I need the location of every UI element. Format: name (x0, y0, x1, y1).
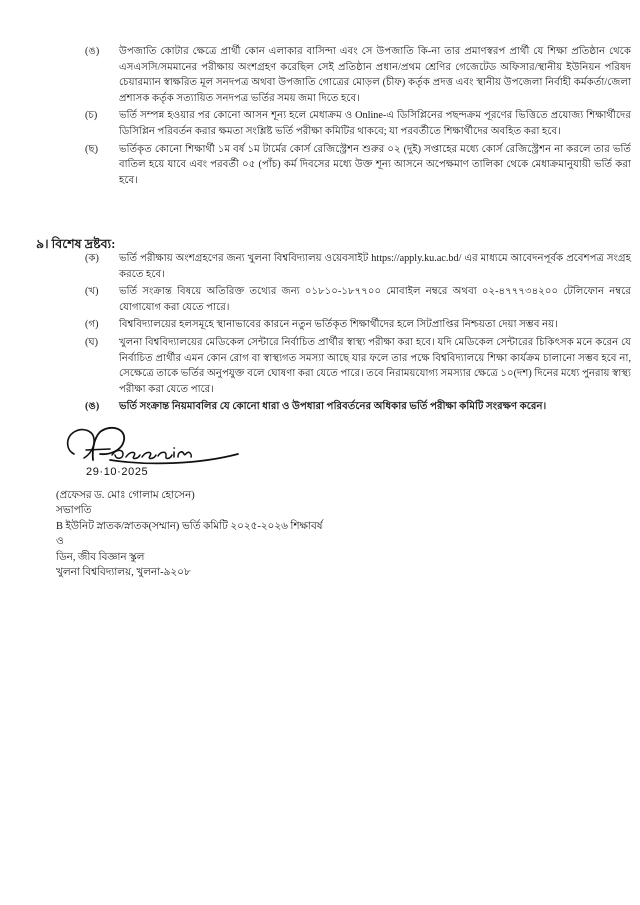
section-number: ৯। (36, 237, 49, 251)
clause-text: ভর্তিকৃত কোনো শিক্ষার্থী ১ম বর্ষ ১ম টার্মের কোর্স রেজিস্ট্রেশন শুরুর ০২ (দুই) সপ্তাহের মধ্যে কোর্স রেজিস্ট্রেশন না করলে তার ভর্তি বাতিল হয়ে যাবে এবং পরবর্তী ০৫ (পাঁচ) কর্ম দিবসের মধ্যে উক্ত শূন্য আসনে অপেক্ষমাণ তালিকা থেকে মেধাক্রমানুযায়ী ভর্তি করা হবে। (119, 143, 631, 186)
section-title: বিশেষ দ্রষ্টব্য: (51, 237, 116, 251)
note-label: (ক) (85, 253, 99, 264)
clause-item (85, 108, 633, 139)
signatory-role: ডিন, জীব বিজ্ঞান স্কুল (56, 551, 145, 563)
handwritten-signature-icon (60, 424, 290, 470)
signature-area (60, 424, 440, 478)
note-item (85, 284, 633, 315)
note-item (85, 399, 633, 415)
signatory-designation: সভাপতি (56, 505, 92, 517)
note-text: বিশ্ববিদ্যালয়ের হলসমূহে স্থানাভাবের কারনে নতুন ভর্তিকৃত শিক্ষার্থীদের হলে সিটপ্রাপ্তির নিশ্চয়তা দেয়া সম্ভব নয়। (119, 319, 558, 331)
note-item (85, 335, 633, 397)
note-label: (গ) (85, 319, 99, 331)
top-clause-list (85, 44, 633, 190)
clause-item (85, 44, 633, 106)
clause-label: (চ) (85, 110, 98, 122)
note-label: (ঘ) (85, 336, 99, 348)
special-note-list (85, 251, 633, 417)
note-text: ভর্তি সংক্রান্ত বিষয়ে অতিরিক্ত তথ্যের জন্য ০১৮১০-১৮৭৭০০ মোবাইল নম্বরে অথবা ০২-৪৭৭৭৩৪২০০ টেলিফোন নম্বরে যোগাযোগ করা যেতে পারে। (119, 286, 631, 313)
signatory-block (56, 488, 476, 580)
note-label: (ঙ) (85, 401, 100, 413)
signatory-conjunction: ও (56, 536, 64, 548)
note-text: ভর্তি পরীক্ষায় অংশগ্রহণের জন্য খুলনা বিশ্ববিদ্যালয় ওয়েবসাইট https://apply.ku.ac.bd/ এর মাধ্যমে আবেদনপূর্বক প্রবেশপত্র সংগ্রহ করতে হবে। (119, 253, 631, 280)
clause-label: (ঙ) (85, 46, 100, 57)
signatory-committee: B ইউনিট স্নাতক/স্নাতক(সম্মান) ভর্তি কমিটি ২০২৫-২০২৬ শিক্ষাবর্ষ (56, 520, 323, 532)
note-label: (খ) (85, 286, 99, 298)
note-text: খুলনা বিশ্ববিদ্যালয়ের মেডিকেল সেন্টারে নির্বাচিত প্রার্থীর স্বাস্থ্য পরীক্ষা করা হবে। যদি মেডিকেল সেন্টারের চিকিৎসক মনে করেন যে নির্বাচিত প্রার্থীর এমন কোন রোগ বা স্বাস্থ্যগত সমস্যা আছে যার ফলে তার পক্ষে বিশ্ববিদ্যালয়ে শিক্ষা কার্যক্রম চালানো সম্ভব হবে না, সেক্ষেত্রে তাকে ভর্তির অনুপযুক্ত বলে ঘোষণা করা যেতে পারে। তবে নিরাময়যোগ্য সমস্যার ক্ষেত্রে ১০(দশ) দিনের মধ্যে পুনরায় স্বাস্থ্য পরীক্ষা করা যেতে পারে। (119, 336, 631, 395)
note-item (85, 251, 633, 282)
signatory-institution: খুলনা বিশ্ববিদ্যালয়, খুলনা-৯২০৮ (56, 567, 191, 579)
clause-text: ভর্তি সম্পন্ন হওয়ার পর কোনো আসন শূন্য হলে মেধাক্রম ও Online-এ ডিসিপ্লিনের পছন্দক্রম পূরণের ভিত্তিতে প্রযোজ্য শিক্ষার্থীদের ডিসিপ্লিন পরিবর্তন করার ক্ষমতা সংশ্লিষ্ট ভর্তি পরীক্ষা কমিটির থাকবে; যা পরবর্তীতে শিক্ষার্থীদের অবহিত করা হবে। (119, 110, 631, 137)
note-item (85, 317, 633, 333)
signatory-name: (প্রফেসর ড. মোঃ গোলাম হোসেন) (56, 490, 195, 501)
clause-text: উপজাতি কোটার ক্ষেত্রে প্রার্থী কোন এলাকার বাসিন্দা এবং সে উপজাতি কি-না তার প্রমাণস্বরপ প্রার্থী যে শিক্ষা প্রতিষ্ঠান থেকে এসএসসি/সমমানের পরীক্ষায় অংশগ্রহণ করেছিল সেই প্রতিষ্ঠান প্রধান/প্রথম শ্রেণির গেজেটেড অফিসার/স্থানীয় ইউনিয়ন পরিষদ চেয়ারম্যান স্বাক্ষরিত মূল সনদপত্র অথবা উপজাতি গোত্রের মোড়ল (চীফ) কর্তৃক প্রদত্ত এবং স্থানীয় উপজেলা নির্বাহী কর্মকর্তা/জেলা প্রশাসক কর্তৃক সত্যায়িত সনদপত্র ভর্তির সময় জমা দিতে হবে। (119, 46, 631, 104)
note-text: ভর্তি সংক্রান্ত নিয়মাবলির যে কোনো ধারা ও উপধারা পরিবর্তনের অধিকার ভর্তি পরীক্ষা কমিটি সংরক্ষণ করেন। (119, 401, 547, 413)
clause-label: (ছ) (85, 143, 98, 155)
clause-item (85, 142, 633, 189)
signature-date: 29·10·2025 (86, 466, 149, 478)
